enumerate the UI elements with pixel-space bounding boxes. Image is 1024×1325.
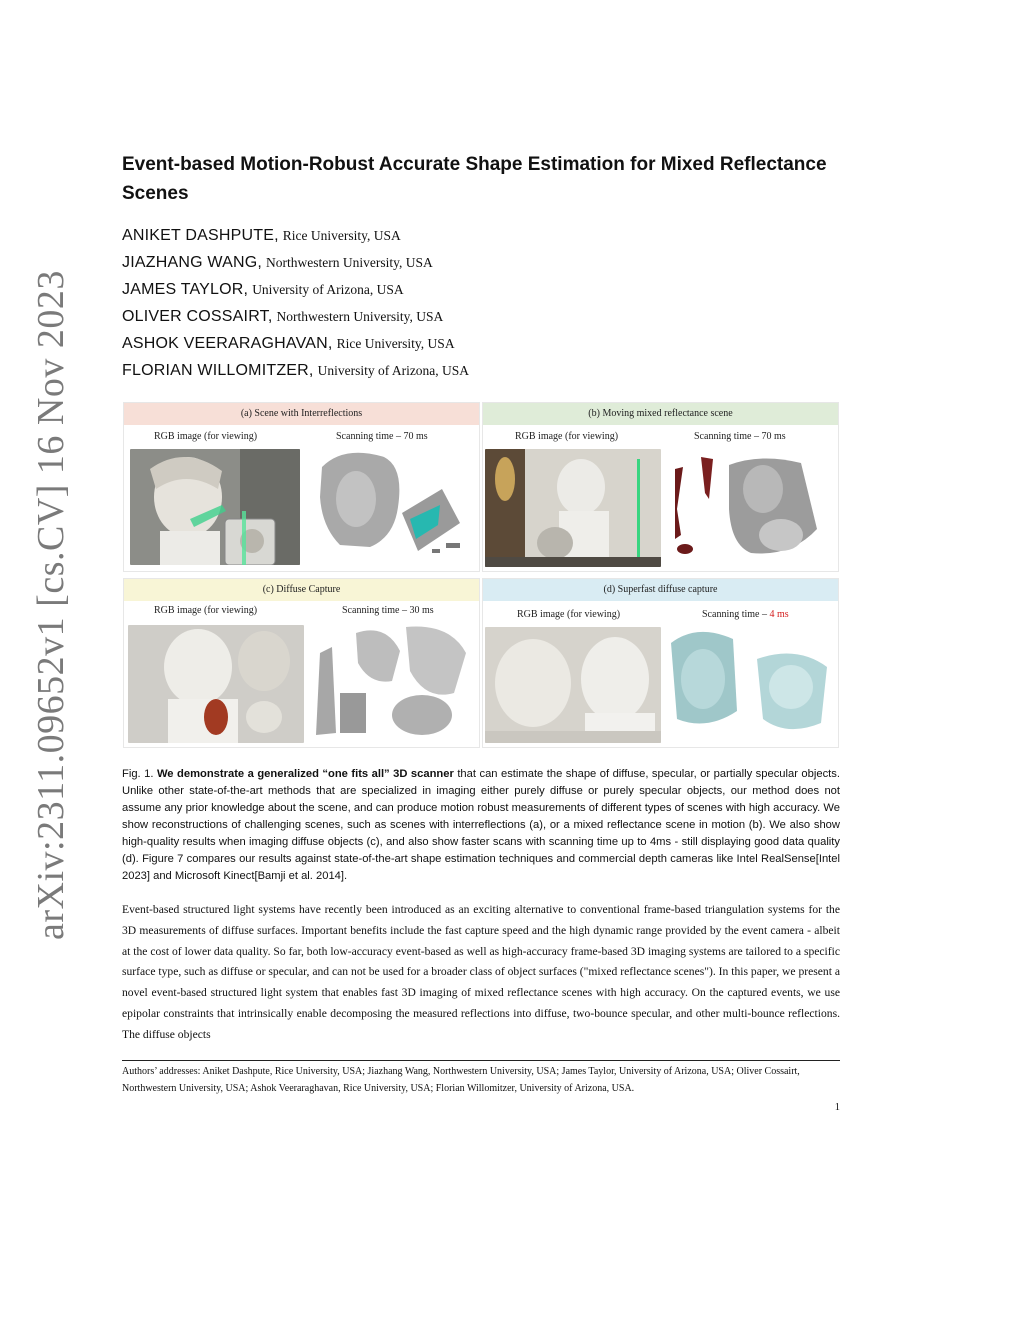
scan-result-b <box>671 449 837 567</box>
author-name: ANIKET DASHPUTE, <box>122 227 279 244</box>
author-entry <box>122 357 469 384</box>
figure-panel-b <box>482 402 839 572</box>
author-affiliation: Northwestern University, USA <box>266 255 433 270</box>
author-entry <box>122 276 469 303</box>
author-name: ASHOK VEERARAGHAVAN, <box>122 335 333 352</box>
author-affiliation: Rice University, USA <box>282 228 401 243</box>
caption-body: that can estimate the shape of diffuse, specular, or partially specular objects. Unlike other state-of-the-art methods that are specialized in imaging either purely diffuse or purely specular objects, our method does not assume any prior knowledge about the scene, and can produce motion robust measurements of different types of scenes with high accuracy. We show reconstructions of challenging scenes, such as scenes with interreflections (a), or a mixed reflectance scene in motion (b). We also show high-quality results when imaging diffuse objects (c), and also show faster scans with scanning time up to 4ms - still displaying good data quality (d). Figure 7 compares our results against state-of-the-art shape estimation techniques and commercial depth cameras like Intel RealSense[Intel 2023] and Microsoft Kinect[Bamji et al. 2014]. <box>122 768 840 882</box>
rgb-photo-b <box>485 449 661 567</box>
figure-panel-d <box>482 578 839 748</box>
scan-result-c <box>310 623 476 743</box>
author-entry <box>122 249 469 276</box>
footnote-divider <box>122 1060 840 1061</box>
rgb-label: RGB image (for viewing) <box>515 431 619 442</box>
author-affiliation: Rice University, USA <box>336 336 455 351</box>
author-name: JAMES TAYLOR, <box>122 281 249 298</box>
author-entry <box>122 330 469 357</box>
author-list <box>122 222 469 384</box>
page-number: 1 <box>834 1102 840 1113</box>
scan-label: Scanning time – 30 ms <box>342 605 434 616</box>
author-affiliation: Northwestern University, USA <box>276 309 444 324</box>
arxiv-side-stamp: arXiv:2311.09652v1 [cs.CV] 16 Nov 2023 <box>30 270 72 940</box>
scan-time-highlight: 4 ms <box>769 609 789 620</box>
rgb-photo-d <box>485 627 661 743</box>
figure-panel-a <box>123 402 480 572</box>
author-name: OLIVER COSSAIRT, <box>122 308 273 325</box>
author-affiliation: University of Arizona, USA <box>317 363 470 378</box>
scan-result-a <box>314 447 474 565</box>
scan-label: Scanning time – 70 ms <box>336 431 428 442</box>
rgb-photo-c <box>128 625 304 743</box>
scan-label <box>702 609 789 620</box>
scan-label-prefix: Scanning time – <box>702 609 770 620</box>
figure-1 <box>123 402 839 748</box>
figure-panel-c <box>123 578 480 748</box>
rgb-label: RGB image (for viewing) <box>517 609 621 620</box>
rgb-label: RGB image (for viewing) <box>154 605 258 616</box>
panel-title: (d) Superfast diffuse capture <box>483 579 838 601</box>
caption-bold-lead: We demonstrate a generalized “one fits all” 3D scanner <box>156 768 454 780</box>
scan-label: Scanning time – 70 ms <box>694 431 786 442</box>
paper-title: Event-based Motion-Robust Accurate Shape Estimation for Mixed Reflectance Scenes <box>122 154 827 204</box>
authors-addresses-footnote: Authors’ addresses: Aniket Dashpute, Rice University, USA; Jiazhang Wang, Northwestern University, USA; James Taylor, University of Arizona, USA; Oliver Cossairt, Northwestern University, USA; Ashok Veeraraghavan, Rice University, USA; Florian Willomitzer, University of Arizona, USA. <box>122 1066 800 1094</box>
figure-caption <box>122 766 840 885</box>
author-name: JIAZHANG WANG, <box>122 254 262 271</box>
panel-title: (a) Scene with Interreflections <box>124 403 479 425</box>
abstract-text: Event-based structured light systems have recently been introduced as an exciting alternative to conventional frame-based triangulation systems for the 3D measurements of diffuse surfaces. Important benefits include the fast capture speed and the high dynamic range provided by the event camera - albeit at the cost of lower data quality. So far, both low-accuracy event-based as well as high-accuracy frame-based 3D imaging systems are tailored to a specific surface type, such as diffuse or specular, and can not be used for a broader class of object surfaces ("mixed reflectance scenes"). In this paper, we present a novel event-based structured light system that enables fast 3D imaging of mixed reflectance scenes with high accuracy. On the captured events, we use epipolar constraints that intrinsically enable decomposing the measured reflections into diffuse, two-bounce specular, and other multi-bounce reflections. The diffuse objects <box>122 903 840 1041</box>
panel-title: (c) Diffuse Capture <box>124 579 479 601</box>
scan-result-d <box>667 623 837 743</box>
rgb-label: RGB image (for viewing) <box>154 431 258 442</box>
author-entry <box>122 303 469 330</box>
author-affiliation: University of Arizona, USA <box>252 282 404 297</box>
author-entry <box>122 222 469 249</box>
caption-label: Fig. 1. <box>122 768 157 780</box>
rgb-photo-a <box>130 449 300 565</box>
author-name: FLORIAN WILLOMITZER, <box>122 362 314 379</box>
panel-title: (b) Moving mixed reflectance scene <box>483 403 838 425</box>
